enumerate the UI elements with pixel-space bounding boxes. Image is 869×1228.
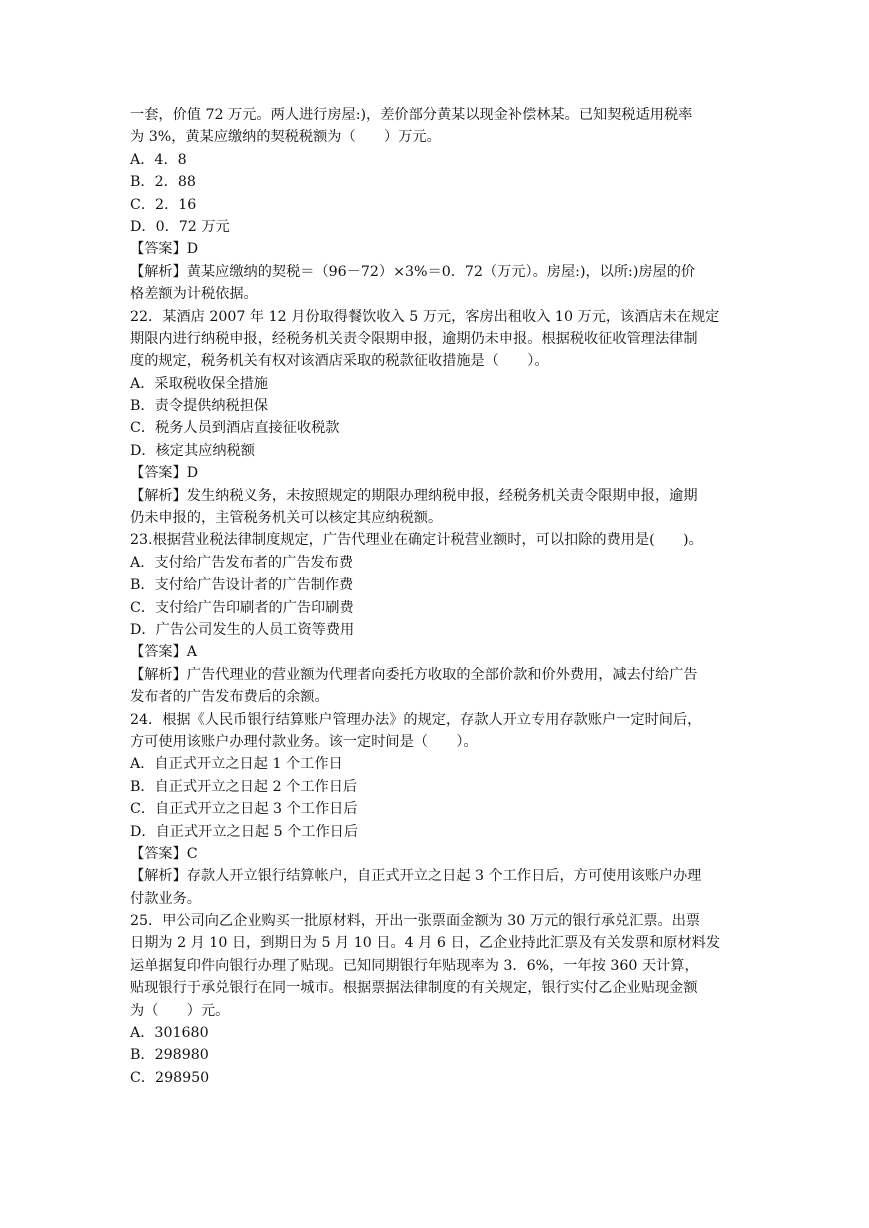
option-d: D．自正式开立之日起 5 个工作日后 — [130, 823, 359, 840]
question-text-line: 运单据复印件向银行办理了贴现。已知同期银行年贴现率为 3．6%，一年按 360 天计算， — [130, 957, 699, 974]
question-22 — [130, 306, 740, 530]
question-text-line: 度的规定，税务机关有权对该酒店采取的税款征收措施是（ ）。 — [130, 353, 549, 370]
question-24 — [130, 709, 740, 911]
option-b: B．2．88 — [130, 174, 196, 191]
option-a: A．支付给广告发布者的广告发布费 — [130, 554, 354, 571]
question-text-line: 一套，价值 72 万元。两人进行房屋:)，差价部分黄某以现金补偿林某。已知契税适用税率 — [130, 107, 693, 123]
question-text-line: 为（ ）元。 — [130, 1002, 230, 1019]
document-page — [130, 104, 740, 1089]
answer: 【答案】C — [130, 845, 198, 862]
question-text-line: 日期为 2 月 10 日，到期日为 5 月 10 日。4 月 6 日，乙企业持此汇票及有关发票和原材料发 — [130, 935, 721, 952]
analysis-line: 【解析】广告代理业的营业额为代理者向委托方收取的全部价款和价外费用，减去付给广告 — [130, 666, 698, 683]
analysis-line: 【解析】发生纳税义务，未按照规定的期限办理纳税申报，经税务机关责令限期申报，逾期 — [130, 487, 698, 504]
answer: 【答案】D — [130, 241, 199, 258]
option-c: C．自正式开立之日起 3 个工作日后 — [130, 801, 358, 818]
question-21-continuation — [130, 104, 740, 306]
option-c: C．税务人员到酒店直接征收税款 — [130, 420, 340, 437]
option-b: B．责令提供纳税担保 — [130, 398, 269, 415]
option-a: A．301680 — [130, 1025, 209, 1042]
analysis-line: 【解析】黄某应缴纳的契税＝（96－72）×3%＝0．72（万元）。房屋:)，以所:)房屋的价 — [130, 263, 696, 280]
analysis-line: 【解析】存款人开立银行结算帐户，自正式开立之日起 3 个工作日后，方可使用该账户办理 — [130, 868, 702, 885]
analysis-line: 仍未申报的，主管税务机关可以核定其应纳税额。 — [130, 510, 443, 527]
question-23 — [130, 529, 740, 708]
analysis-line: 格差额为计税依据。 — [130, 286, 258, 303]
analysis-line: 发布者的广告发布费后的余额。 — [130, 689, 329, 706]
option-d: D．0．72 万元 — [130, 218, 230, 235]
option-b: B．支付给广告设计者的广告制作费 — [130, 577, 354, 594]
question-text-line: 期限内进行纳税申报，经税务机关责令限期申报，逾期仍未申报。根据税收征收管理法律制 — [130, 330, 698, 347]
question-text-line: 24．根据《人民币银行结算账户管理办法》的规定，存款人开立专用存款账户一定时间后， — [130, 711, 702, 728]
option-a: A．自正式开立之日起 1 个工作日 — [130, 756, 343, 773]
option-d: D．核定其应纳税额 — [130, 442, 255, 459]
option-c: C．2．16 — [130, 196, 197, 213]
question-text-line: 25．甲公司向乙企业购买一批原材料，开出一张票面金额为 30 万元的银行承兑汇票。出票 — [130, 913, 701, 930]
option-c: C．298950 — [130, 1069, 210, 1086]
question-text-line: 为 3%，黄某应缴纳的契税税额为（ ）万元。 — [130, 129, 441, 146]
answer: 【答案】A — [130, 644, 197, 661]
option-c: C．支付给广告印刷者的广告印刷费 — [130, 599, 354, 616]
option-a: A．采取税收保全措施 — [130, 375, 268, 392]
question-text-line: 贴现银行于承兑银行在同一城市。根据票据法律制度的有关规定，银行实付乙企业贴现金额 — [130, 980, 698, 997]
answer: 【答案】D — [130, 465, 199, 482]
option-b: B．298980 — [130, 1047, 209, 1064]
question-text-line: 方可使用该账户办理付款业务。该一定时间是（ ）。 — [130, 733, 478, 750]
question-25 — [130, 910, 740, 1089]
question-text-line: 22．某酒店 2007 年 12 月份取得餐饮收入 5 万元，客房出租收入 10 万元，该酒店未在规定 — [130, 308, 720, 325]
option-a: A．4．8 — [130, 151, 187, 168]
question-text-line: 23.根据营业税法律制度规定，广告代理业在确定计税营业额时，可以扣除的费用是( )。 — [130, 532, 703, 549]
option-d: D．广告公司发生的人员工资等费用 — [130, 621, 355, 638]
analysis-line: 付款业务。 — [130, 890, 201, 907]
option-b: B．自正式开立之日起 2 个工作日后 — [130, 778, 358, 795]
